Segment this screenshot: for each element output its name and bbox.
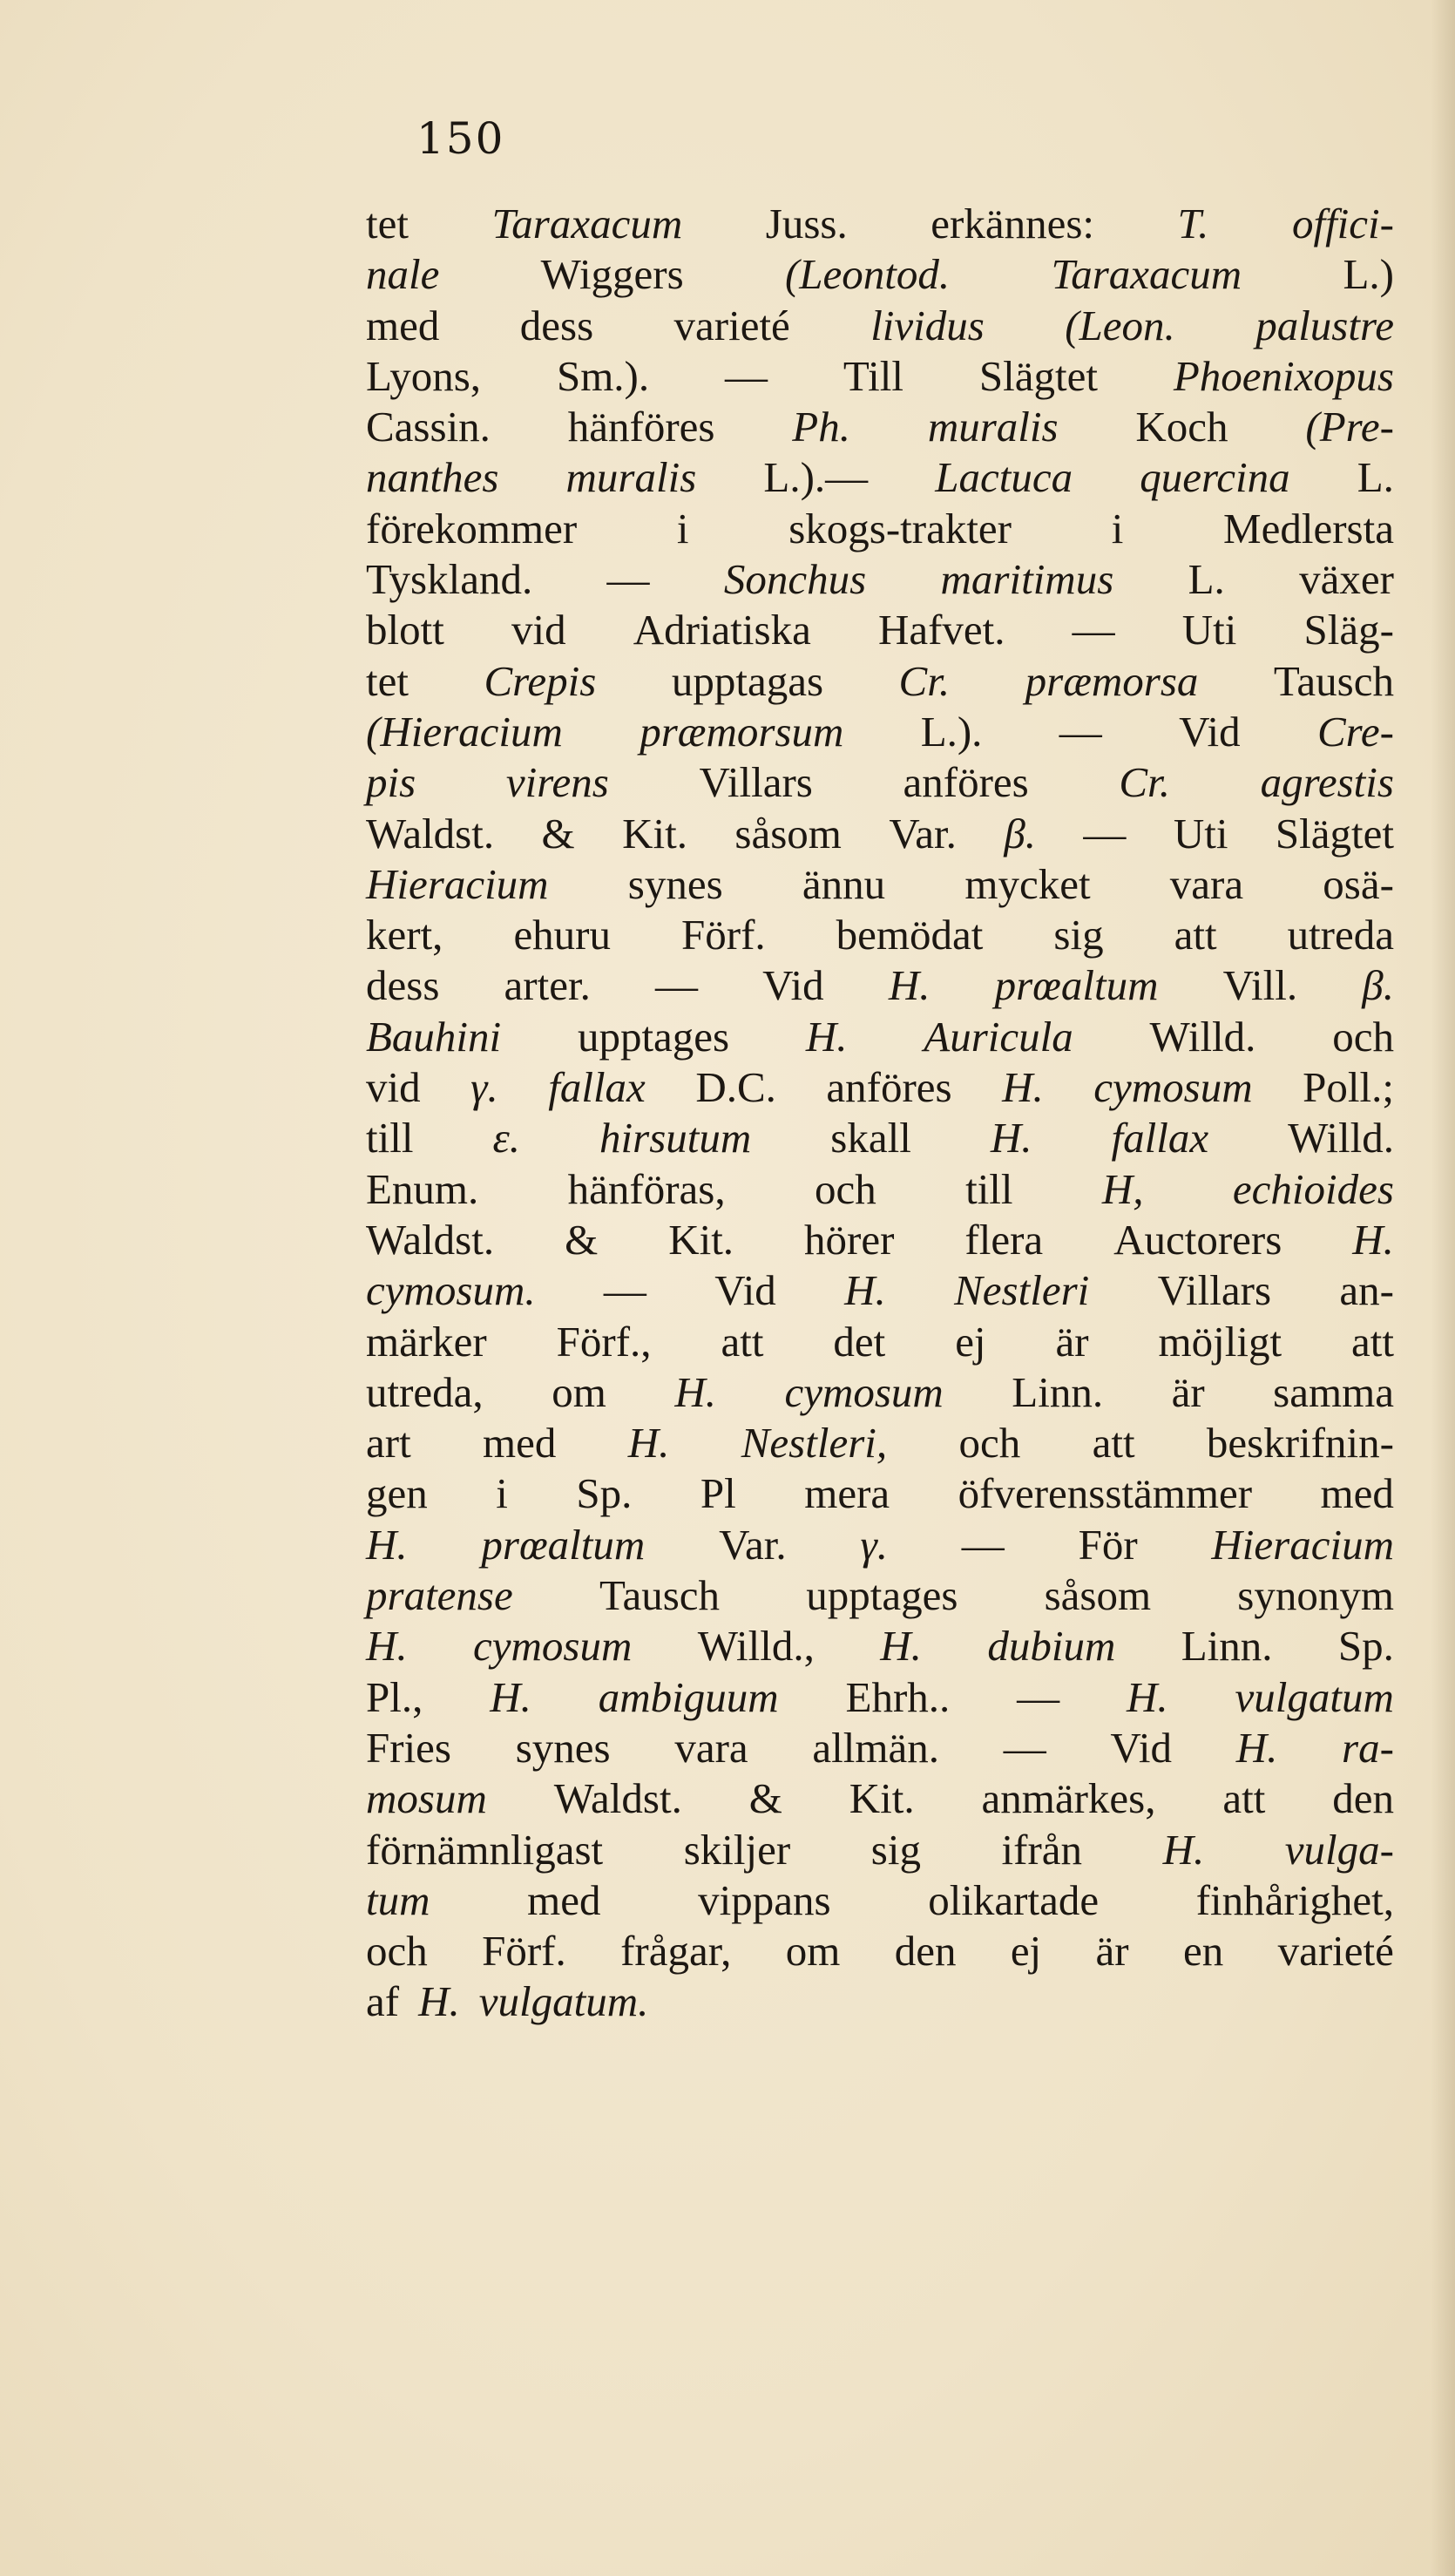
word: dess — [519, 301, 594, 349]
word: Cr. — [898, 656, 951, 705]
word: den — [894, 1927, 957, 1976]
word: H. — [366, 1520, 408, 1569]
word: hänföres — [567, 403, 715, 451]
text-line — [366, 1367, 1394, 1418]
word: tum — [366, 1875, 430, 1924]
word: (Leon. — [1065, 301, 1175, 349]
word: af — [366, 1977, 400, 2026]
word: H. — [1235, 1723, 1278, 1772]
word: vid — [366, 1063, 421, 1112]
word: anmärkes, — [981, 1774, 1156, 1823]
word: allmän. — [812, 1723, 939, 1772]
word: H. — [880, 1622, 922, 1671]
word: med — [527, 1875, 601, 1924]
word: det — [833, 1317, 886, 1366]
text-line — [366, 1468, 1394, 1519]
word: vara — [674, 1723, 748, 1772]
word: Crepis — [484, 656, 597, 705]
word: är — [1055, 1317, 1089, 1366]
word: — — [1072, 606, 1115, 654]
word: ännu — [802, 859, 886, 908]
text-line — [366, 605, 1394, 655]
text-line — [366, 351, 1394, 402]
word: i — [676, 504, 689, 552]
word: Tausch — [1273, 656, 1394, 705]
text-line — [366, 757, 1394, 808]
word: β. — [1004, 809, 1036, 858]
word: arter. — [504, 961, 591, 1010]
word: (Pre- — [1305, 403, 1394, 451]
word: med — [366, 301, 440, 349]
word: skiljer — [683, 1825, 791, 1874]
word: muralis — [927, 403, 1059, 451]
text-line — [366, 1317, 1394, 1367]
text-line — [366, 707, 1394, 757]
word: Sp. — [1337, 1622, 1394, 1671]
word: Taraxacum — [491, 200, 683, 247]
text-line — [366, 1113, 1394, 1163]
word: Hieracium — [366, 859, 549, 908]
word: Vid — [714, 1266, 776, 1315]
word: Willd. — [1149, 1012, 1256, 1061]
word: varieté — [1277, 1927, 1394, 1976]
word: i — [1111, 504, 1124, 552]
text-line — [366, 1520, 1394, 1570]
word: T. — [1177, 200, 1209, 247]
word: Linn. — [1181, 1622, 1273, 1671]
word: Linn. — [1012, 1367, 1104, 1416]
word: Till — [843, 351, 903, 400]
word: offici- — [1291, 200, 1394, 247]
word: skall — [830, 1114, 911, 1163]
word: upptages — [577, 1012, 730, 1061]
word: præmorsa — [1025, 656, 1199, 705]
word: hirsutum — [599, 1114, 752, 1163]
word: Medlersta — [1223, 504, 1394, 552]
word: H. — [674, 1367, 716, 1416]
word: vulgatum. — [478, 1977, 649, 2026]
word: L.).— — [763, 453, 869, 502]
word: H. — [844, 1266, 886, 1315]
word: Villars — [699, 758, 813, 807]
word: frågar, — [620, 1927, 732, 1976]
word: Släg- — [1303, 606, 1394, 654]
word: Willd., — [697, 1622, 815, 1671]
word: och — [814, 1164, 876, 1213]
word: Cr. — [1119, 758, 1170, 807]
word: — — [1003, 1723, 1046, 1772]
word: H. — [1127, 1672, 1168, 1721]
word: H. — [418, 1977, 460, 2026]
word: Phoenixopus — [1173, 351, 1394, 400]
word: pis — [366, 758, 416, 807]
text-line — [366, 1926, 1394, 1976]
word: att — [1092, 1419, 1135, 1468]
word: dubium — [987, 1622, 1116, 1671]
word: H. — [888, 961, 931, 1010]
word: en — [1182, 1927, 1224, 1976]
text-line — [366, 402, 1394, 452]
text-line — [366, 249, 1394, 300]
word: H. — [805, 1012, 848, 1061]
word: L.) — [1343, 250, 1394, 299]
word: Vid — [762, 961, 824, 1010]
word: är — [1171, 1367, 1205, 1416]
word: Hafvet. — [877, 606, 1005, 654]
word: såsom — [734, 809, 842, 858]
word: bemödat — [836, 911, 984, 959]
word: præmorsum — [640, 707, 844, 756]
word: & — [748, 1774, 782, 1823]
word: γ. — [860, 1520, 888, 1569]
word: ehuru — [513, 911, 612, 959]
text-line — [366, 1976, 1394, 2027]
word: — — [1017, 1672, 1060, 1721]
word: med — [1320, 1469, 1394, 1518]
word: ej — [955, 1317, 986, 1366]
word: Var. — [889, 809, 957, 858]
word: Sp. — [576, 1469, 633, 1518]
word: synonym — [1237, 1571, 1394, 1620]
word: blott — [366, 606, 444, 654]
text-line — [366, 1012, 1394, 1062]
word: virens — [505, 758, 609, 807]
word: anföres — [903, 758, 1029, 807]
word: Bauhini — [366, 1012, 502, 1061]
word: Willd. — [1288, 1114, 1394, 1163]
word: nanthes — [366, 453, 499, 502]
word: Vid — [1110, 1723, 1172, 1772]
word: & — [565, 1215, 599, 1264]
word: — — [1059, 707, 1102, 756]
word: osä- — [1323, 859, 1394, 908]
word: lividus — [870, 301, 985, 349]
word: Kit. — [849, 1774, 915, 1823]
word: För — [1078, 1520, 1138, 1569]
text-line — [366, 1723, 1394, 1773]
word: Pl — [700, 1469, 736, 1518]
word: Förf. — [681, 911, 766, 959]
text-line — [366, 1621, 1394, 1671]
word: gen — [366, 1469, 428, 1518]
word: fallax — [1111, 1114, 1209, 1163]
text-line — [366, 809, 1394, 859]
word: ε. — [492, 1114, 521, 1163]
word: synes — [627, 859, 723, 908]
word: anföres — [826, 1063, 952, 1112]
word: sig — [870, 1825, 921, 1874]
word: Lyons, — [366, 351, 482, 400]
word: tet — [366, 656, 409, 705]
word: upptages — [806, 1571, 958, 1620]
word: Kit. — [668, 1215, 734, 1264]
text-line — [366, 1062, 1394, 1113]
word: vulgatum — [1235, 1672, 1394, 1721]
word: Koch — [1135, 403, 1228, 451]
word: synes — [515, 1723, 611, 1772]
word: Ehrh.. — [845, 1672, 951, 1721]
word: Hieracium — [1211, 1520, 1394, 1569]
text-line — [366, 452, 1394, 503]
word: mosum — [366, 1774, 487, 1823]
text-line — [366, 656, 1394, 707]
word: — — [654, 961, 698, 1010]
word: och — [366, 1927, 428, 1976]
word: öfverensstämmer — [958, 1469, 1253, 1518]
text-line — [366, 1875, 1394, 1926]
word: Juss. — [765, 200, 848, 247]
word: och — [958, 1419, 1021, 1468]
word: D.C. — [695, 1063, 776, 1112]
word: — — [1083, 809, 1127, 858]
word: att — [1174, 911, 1217, 959]
word: i — [496, 1469, 508, 1518]
word: hänföras, — [567, 1164, 726, 1213]
text-line — [366, 1265, 1394, 1316]
word: Taraxacum — [1051, 250, 1242, 299]
word: L. — [1188, 555, 1225, 604]
word: varieté — [673, 301, 790, 349]
text-line — [366, 1215, 1394, 1265]
word: tet — [366, 200, 409, 247]
word: möjligt — [1158, 1317, 1282, 1366]
word: prœaltum — [994, 961, 1159, 1010]
word: art — [366, 1419, 411, 1468]
word: och — [1332, 1012, 1394, 1061]
word: Auctorers — [1113, 1215, 1282, 1264]
word: — — [961, 1520, 1005, 1569]
word: utreda — [1287, 911, 1394, 959]
word: H. — [990, 1114, 1032, 1163]
word: Uti — [1173, 809, 1228, 858]
word: echioides — [1232, 1164, 1394, 1213]
word: γ. — [470, 1063, 498, 1112]
word: beskrifnin- — [1206, 1419, 1394, 1468]
word: Waldst. — [366, 809, 495, 858]
word: H. — [490, 1672, 531, 1721]
text-line — [366, 1672, 1394, 1723]
word: dess — [366, 961, 440, 1010]
word: Enum. — [366, 1164, 479, 1213]
text-line — [366, 1825, 1394, 1875]
word: att — [721, 1317, 764, 1366]
word: Pl., — [366, 1672, 423, 1721]
text-line — [366, 910, 1394, 960]
body-text — [366, 199, 1394, 2028]
page-number: 150 — [416, 113, 505, 164]
word: H. — [1162, 1825, 1205, 1874]
word: — — [606, 555, 650, 604]
word: L.). — [920, 707, 983, 756]
word: skogs-trakter — [788, 504, 1012, 552]
word: märker — [366, 1317, 487, 1366]
word: maritimus — [940, 555, 1114, 604]
word: Uti — [1181, 606, 1237, 654]
word: flera — [964, 1215, 1044, 1264]
word: mera — [804, 1469, 890, 1518]
word: ambiguum — [598, 1672, 779, 1721]
word: att — [1222, 1774, 1266, 1823]
text-line — [366, 1570, 1394, 1621]
word: — — [603, 1266, 646, 1315]
word: an- — [1339, 1266, 1394, 1315]
word: Adriatiska — [633, 606, 811, 654]
word: vid — [511, 606, 566, 654]
word: Sm.). — [556, 351, 650, 400]
word: Slägtet — [1275, 809, 1394, 858]
word: H, — [1101, 1164, 1144, 1213]
word: att — [1350, 1317, 1394, 1366]
text-line — [366, 960, 1394, 1011]
word: sig — [1053, 911, 1104, 959]
word: Waldst. — [366, 1215, 495, 1264]
word: ifrån — [1001, 1825, 1083, 1874]
word: Lactuca — [935, 453, 1073, 502]
word: förekommer — [366, 504, 578, 552]
word: cymosum — [784, 1367, 944, 1416]
word: Fries — [366, 1723, 451, 1772]
word: Nestleri — [954, 1266, 1090, 1315]
word: & — [541, 809, 575, 858]
word: pratense — [366, 1571, 513, 1620]
word: om — [552, 1367, 606, 1416]
word: (Hieracium — [366, 707, 563, 756]
word: erkännes: — [931, 200, 1095, 247]
text-line — [366, 1164, 1394, 1215]
word: nale — [366, 250, 440, 299]
word: vippans — [698, 1875, 831, 1924]
word: samma — [1273, 1367, 1394, 1416]
word: (Leontod. — [784, 250, 951, 299]
word: Auricula — [924, 1012, 1073, 1061]
word: med — [483, 1419, 557, 1468]
text-line — [366, 554, 1394, 605]
word: cymosum — [1093, 1063, 1253, 1112]
word: upptagas — [671, 656, 824, 705]
word: Poll.; — [1303, 1063, 1394, 1112]
word: ra- — [1342, 1723, 1394, 1772]
word: Villars — [1157, 1266, 1272, 1315]
text-line — [366, 1773, 1394, 1824]
word: till — [366, 1114, 414, 1163]
word: den — [1332, 1774, 1394, 1823]
word: fallax — [548, 1063, 646, 1112]
word: hörer — [804, 1215, 895, 1264]
word: Förf., — [556, 1317, 652, 1366]
word: cymosum. — [366, 1266, 536, 1315]
word: muralis — [565, 453, 697, 502]
text-line — [366, 1418, 1394, 1468]
word: palustre — [1255, 301, 1394, 349]
word: olikartade — [928, 1875, 1100, 1924]
word: quercina — [1140, 453, 1290, 502]
word: Sonchus — [723, 555, 867, 604]
word: om — [785, 1927, 841, 1976]
word: vulga- — [1284, 1825, 1394, 1874]
word: Kit. — [622, 809, 687, 858]
word: finhårighet, — [1195, 1875, 1394, 1924]
word: kert, — [366, 911, 443, 959]
word: H. — [1352, 1215, 1394, 1264]
word: Cassin. — [366, 403, 491, 451]
word: ej — [1010, 1927, 1042, 1976]
word: växer — [1299, 555, 1394, 604]
word: är — [1095, 1927, 1129, 1976]
word: Förf. — [482, 1927, 566, 1976]
page-edge-shadow — [1431, 0, 1455, 2576]
word: cymosum — [473, 1622, 633, 1671]
word: Cre- — [1316, 707, 1394, 756]
text-line — [366, 859, 1394, 910]
text-line — [366, 504, 1394, 554]
word: Ph. — [792, 403, 850, 451]
word: H. — [1002, 1063, 1044, 1112]
word: Vill. — [1222, 961, 1298, 1010]
text-line — [366, 301, 1394, 351]
word: Waldst. — [553, 1774, 682, 1823]
word: prœaltum — [481, 1520, 646, 1569]
word: Tyskland. — [366, 555, 533, 604]
word: agrestis — [1260, 758, 1394, 807]
word: Wiggers — [540, 250, 684, 299]
word: L. — [1357, 453, 1394, 502]
word: Slägtet — [978, 351, 1098, 400]
word: H. — [627, 1419, 670, 1468]
word: Vid — [1179, 707, 1241, 756]
word: H. — [366, 1622, 408, 1671]
word: β. — [1362, 961, 1394, 1010]
word: Nestleri, — [741, 1419, 888, 1468]
word: vara — [1169, 859, 1244, 908]
word: Tausch — [599, 1571, 721, 1620]
word: mycket — [964, 859, 1091, 908]
text-line — [366, 199, 1394, 249]
word: utreda, — [366, 1367, 484, 1416]
word: till — [965, 1164, 1013, 1213]
word: Var. — [719, 1520, 787, 1569]
word: förnämnligast — [366, 1825, 604, 1874]
word: — — [725, 351, 768, 400]
word: såsom — [1044, 1571, 1152, 1620]
